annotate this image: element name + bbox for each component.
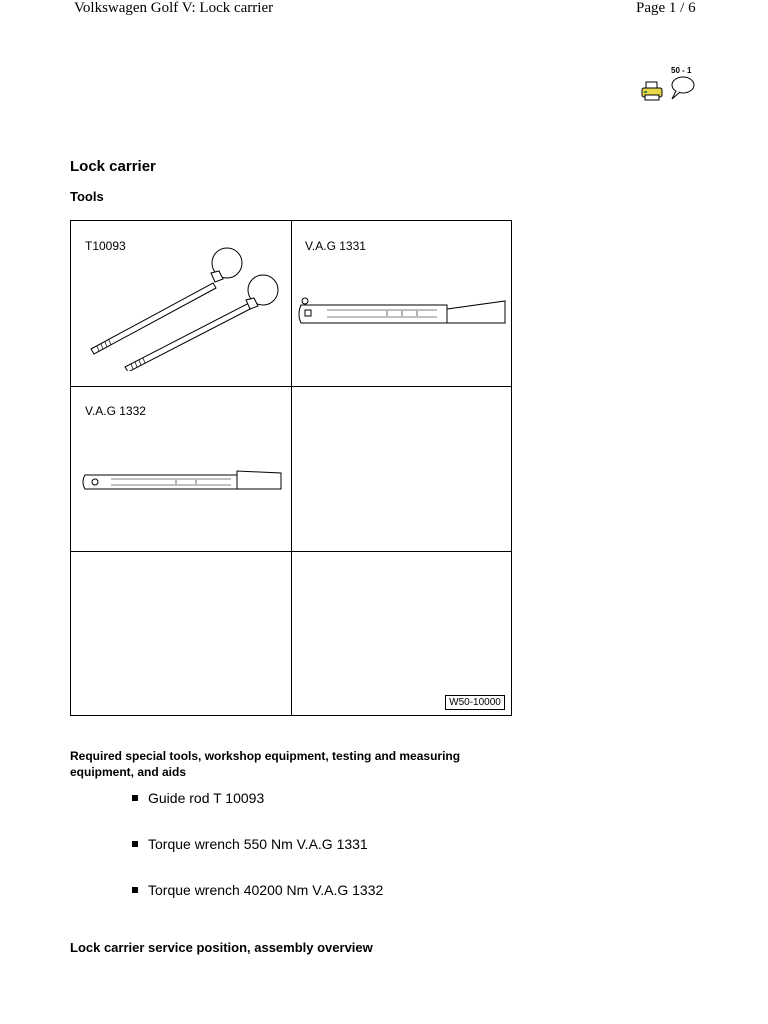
list-item-text: Torque wrench 40200 Nm V.A.G 1332 bbox=[148, 882, 384, 898]
page-heading: Lock carrier bbox=[70, 158, 156, 175]
torque-wrench-1332-illustration bbox=[81, 465, 285, 495]
torque-wrench-1331-illustration bbox=[297, 293, 509, 333]
guide-rod-illustration bbox=[83, 241, 283, 371]
printer-icon[interactable] bbox=[640, 80, 664, 102]
speech-bubble-icon[interactable] bbox=[667, 74, 697, 104]
list-item bbox=[132, 790, 264, 806]
figure-code: W50-10000 bbox=[445, 695, 505, 710]
bullet-icon bbox=[132, 841, 138, 847]
tool-label-torque-wrench-1331: V.A.G 1331 bbox=[305, 239, 366, 253]
grid-divider-vertical bbox=[291, 221, 292, 715]
tools-figure bbox=[70, 220, 512, 716]
tool-label-torque-wrench-1332: V.A.G 1332 bbox=[85, 404, 146, 418]
list-item-text: Torque wrench 550 Nm V.A.G 1331 bbox=[148, 836, 368, 852]
tools-heading: Tools bbox=[70, 189, 104, 204]
document-title: Volkswagen Golf V: Lock carrier bbox=[74, 0, 274, 16]
grid-divider-row-2 bbox=[71, 551, 511, 552]
required-tools-text: Required special tools, workshop equipment, testing and measuring equipment, and aids bbox=[70, 749, 461, 779]
bullet-icon bbox=[132, 795, 138, 801]
list-item bbox=[132, 882, 383, 898]
list-item bbox=[132, 836, 368, 852]
service-position-heading: Lock carrier service position, assembly overview bbox=[70, 940, 373, 955]
tool-label-guide-rod: T10093 bbox=[85, 239, 126, 253]
grid-divider-row-1 bbox=[71, 386, 511, 387]
list-item-text: Guide rod T 10093 bbox=[148, 790, 265, 806]
page-reference: 50 - 1 bbox=[671, 66, 692, 75]
bullet-icon bbox=[132, 887, 138, 893]
page-indicator: Page 1 / 6 bbox=[636, 0, 696, 16]
